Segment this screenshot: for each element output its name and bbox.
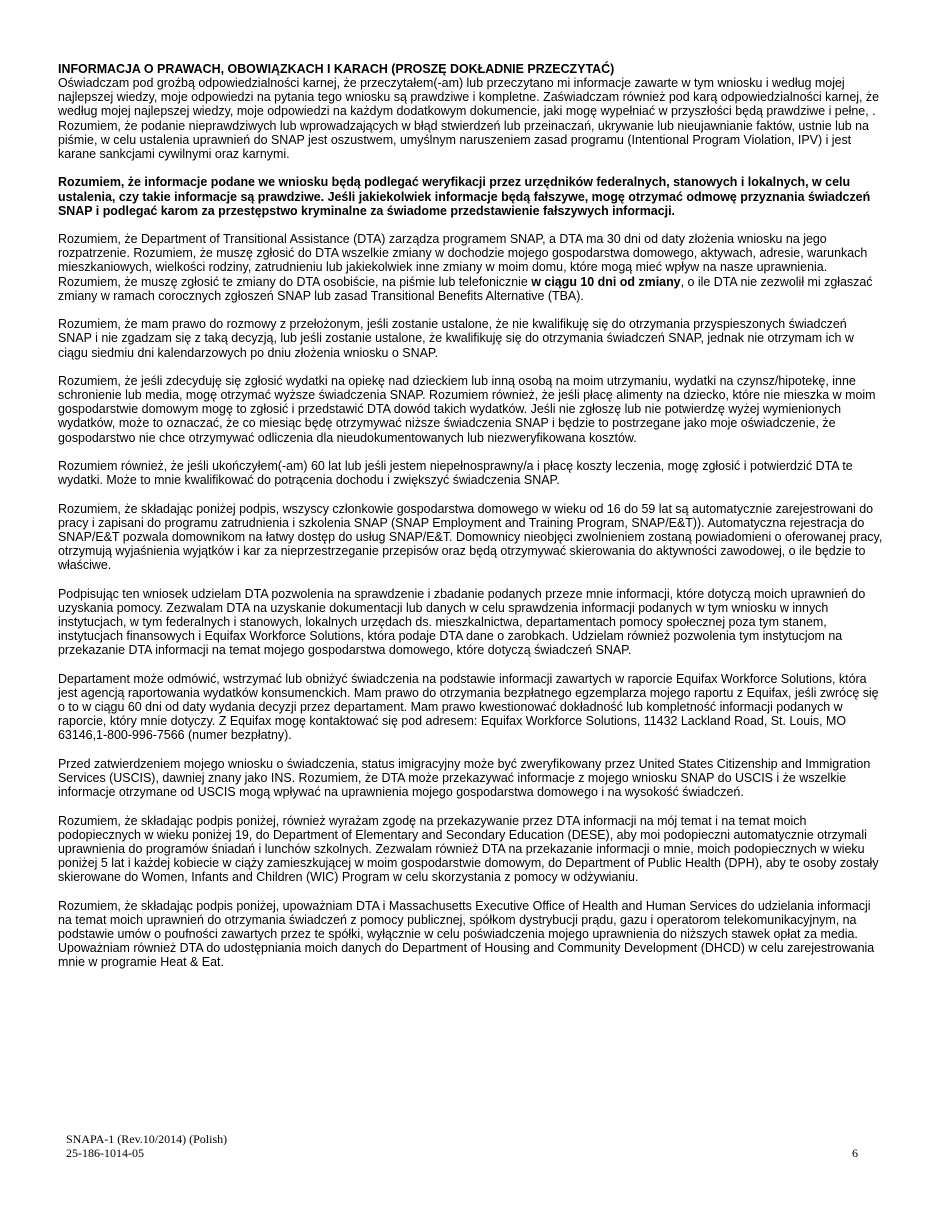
paragraph-supervisor-right: Rozumiem, że mam prawo do rozmowy z przełożonym, jeśli zostanie ustalone, że nie kwalifikuję się do otrzymania przyspieszonych świadczeń SNAP i nie zgadzam się z taką decyzją, lub jeśli zostanie ustalone, że kwalifikuję się do otrzymania świadczeń SNAP, jednak nie otrzymam ich w ciągu siedmiu dni kalendarzowych po dniu złożenia wniosku o SNAP. (58, 317, 854, 360)
document-body (58, 62, 883, 984)
paragraph-dta-changes (58, 232, 883, 303)
page-footer (66, 1132, 866, 1160)
paragraph-medical-expenses: Rozumiem również, że jeśli ukończyłem(-am) 60 lat lub jeśli jestem niepełnosprawny/a i płacę koszty leczenia, mogę zgłosić i potwierdzić DTA te wydatki. Może to mnie kwalifikować do potrącenia dochodu i zwiększyć świadczenia SNAP. (58, 459, 853, 488)
paragraph-dta-changes-part1: Rozumiem, że Department of Transitional Assistance (DTA) zarządza programem SNAP, a DTA ma 30 dni od daty złożenia wniosku na jego rozpatrzenie. Rozumiem, że muszę zgłosić do DTA wszelkie zmiany w dochodzie mojego gospodarstwa domowego, aktywach, adresie, warunkach mieszkaniowych, wielkości rodziny, zatrudnieniu lub jakiekolwiek inne zmiany w moim domu, które mogą mieć wpływ na nasze uprawnienia. Rozumiem, że muszę zgłosić te zmiany do DTA osobiście, na piśmie lub telefonicznie (58, 232, 868, 289)
form-id: SNAPA-1 (Rev.10/2014) (Polish) (66, 1132, 228, 1146)
paragraph-expenses: Rozumiem, że jeśli zdecyduję się zgłosić wydatki na opiekę nad dzieckiem lub inną osobą na moim utrzymaniu, wydatki na czynsz/hipotekę, inne schronienie lub media, mogę otrzymać wyższe świadczenia SNAP. Rozumiem również, że jeśli płacę alimenty na dziecko, które nie mieszka w moim gospodarstwie domowym mogę to zgłosić i przedstawić DTA dowód takich wydatków. Jeśli nie zgłoszę lub nie potwierdzę wyżej wymienionych wydatków, może to oznaczać, że co miesiąc będę otrzymywać niższe świadczenia SNAP i będzie to postrzegane jako moje oświadczenie, że gospodarstwo nie chce otrzymywać odliczenia dla nieudokumentowanych lub niezweryfikowana kosztów. (58, 374, 876, 445)
page-number: 6 (852, 1146, 858, 1160)
paragraph-verification-warning: Rozumiem, że informacje podane we wniosku będą podlegać weryfikacji przez urzędników federalnych, stanowych i lokalnych, w celu ustalenia, czy takie informacje są prawdziwe. Jeśli jakiekolwiek informacje będą fałszywe, mogę otrzymać odmowę przyznania świadczeń SNAP i podlegać karom za przestępstwo kryminalne za świadome przedstawienie fałszywych informacji. (58, 175, 871, 218)
paragraph-utilities-heat-eat: Rozumiem, że składając podpis poniżej, upoważniam DTA i Massachusetts Executive Office of Health and Human Services do udzielania informacji na temat moich uprawnień do otrzymania świadczeń z pomocy publicznej, spółkom dystrybucji prądu, gazu i operatorom telekomunikacyjnym, na podstawie umów o poufności zawartych przez te spółki, wyłącznie w celu poświadczenia mojego uprawnienia do niższych stawek opłat za media. Upoważniam również DTA do udostępniania moich danych do Department of Housing and Community Development (DHCD) w celu zarejestrowania mnie w programie Heat & Eat. (58, 898, 875, 970)
paragraph-verification-permission: Podpisując ten wniosek udzielam DTA pozwolenia na sprawdzenie i zbadanie podanych przeze mnie informacji, które dotyczą moich uprawnień do uzyskania pomocy. Zezwalam DTA na uzyskanie dokumentacji lub danych w celu sprawdzenia informacji podanych w tym wniosku w innych instytucjach, w tym federalnych i stanowych, lokalnych urzędach ds. mieszkalnictwa, departamentach pomocy społecznej poza tym stanem, instytucjach finansowych i Equifax Workforce Solutions, która podaje DTA dane o zarobkach. Udzielam również pozwolenia tym instytucjom na przekazanie DTA informacji na temat mojego gospodarstwa domowego, które dotyczą świadczeń SNAP. (58, 586, 866, 658)
document-number: 25-186-1014-05 (66, 1146, 144, 1160)
paragraph-equifax: Departament może odmówić, wstrzymać lub obniżyć świadczenia na podstawie informacji zawartych w raporcie Equifax Workforce Solutions, która jest agencją raportowania wydatków konsumenckich. Mam prawo do otrzymania bezpłatnego egzemplarza mojego raportu z Equifax, jeśli zwrócę się o to w ciągu 60 dni od daty wydania decyzji przez departament. Mam prawo kwestionować dokładność lub kompletność informacji podanych w raporcie, który mnie dotyczy. Z Equifax mogę kontaktować się pod adresem: Equifax Workforce Solutions, 11432 Lackland Road, St. Louis, MO 63146,1-800-996-7566 (numer bezpłatny). (58, 671, 879, 743)
section-heading: INFORMACJA O PRAWACH, OBOWIĄZKACH I KARACH (PROSZĘ DOKŁADNIE PRZECZYTAĆ) (58, 62, 615, 76)
paragraph-dta-changes-deadline: w ciągu 10 dni od zmiany (531, 274, 681, 289)
paragraph-employment-training: Rozumiem, że składając poniżej podpis, wszyscy członkowie gospodarstwa domowego w wieku od 16 do 59 lat są automatycznie zarejestrowani do pracy i zapisani do programu zatrudnienia i szkolenia SNAP (SNAP Employment and Training Program, SNAP/E&T)). Automatyczna rejestracja do SNAP/E&T pozwala domownikom na łatwy dostęp do usług SNAP/E&T. Domownicy nieobjęci zwolnieniem zostaną powiadomieni o oferowanej pracy, otrzymują wyjaśnienia wyjątków i kar za nieprzestrzeganie przepisów oraz będą otrzymywać skierowania do aktywności zawodowej, o ile będzie to właściwe. (58, 501, 883, 573)
paragraph-dta-changes-part2: , o ile DTA nie zezwolił mi zgłaszać zmiany w ramach corocznych zgłoszeń SNAP lub zasad Transitional Benefits Alternative (TBA). (58, 274, 873, 303)
paragraph-school-meals-wic: Rozumiem, że składając podpis poniżej, również wyrażam zgodę na przekazywanie przez DTA informacji na mój temat i na temat moich podopiecznych w wieku poniżej 19, do Department of Elementary and Secondary Education (DESE), aby moi podopieczni automatycznie otrzymali uprawnienia do programów śniadań i lunchów szkolnych. Zezwalam również DTA na przekazanie informacji o mnie, moich podopiecznych w wieku poniżej 5 lat i każdej kobiecie w ciąży zamieszkującej w moim gospodarstwie domowym, do Department of Public Health (DPH), aby te osoby zostały skierowane do Women, Infants and Children (WIC) Program w celu skorzystania z pomocy w odżywianiu. (58, 813, 879, 885)
paragraph-immigration: Przed zatwierdzeniem mojego wniosku o świadczenia, status imigracyjny może być zweryfikowany przez United States Citizenship and Immigration Services (USCIS), dawniej znany jako INS. Rozumiem, że DTA może przekazywać informacje z mojego wniosku SNAP do USCIS i że wszelkie informacje otrzymane od USCIS mogą wpływać na uprawnienia mojego gospodarstwa domowego i na wysokość świadczeń. (58, 756, 871, 800)
paragraph-penalty-declaration: Oświadczam pod groźbą odpowiedzialności karnej, że przeczytałem(-am) lub przeczytano mi informacje zawarte w tym wniosku i według mojej najlepszej wiedzy, moje odpowiedzi na pytania tego wniosku są prawdziwe i kompletne. Zaświadczam również pod karą odpowiedzialności karnej, że według mojej najlepszej wiedzy, moje odpowiedzi na każdym dodatkowym dokumencie, jaki mogę wypełniać w przyszłości będą prawdziwe i pełne, . Rozumiem, że podanie nieprawdziwych lub wprowadzających w błąd stwierdzeń lub przeinaczań, ukrywanie lub nieujawnianie faktów, ustnie lub na piśmie, w celu ustalenia uprawnień do SNAP jest oszustwem, umyślnym naruszeniem zasad programu (Intentional Program Violation, IPV) i jest karane sankcjami cywilnymi oraz karnymi. (58, 76, 880, 161)
